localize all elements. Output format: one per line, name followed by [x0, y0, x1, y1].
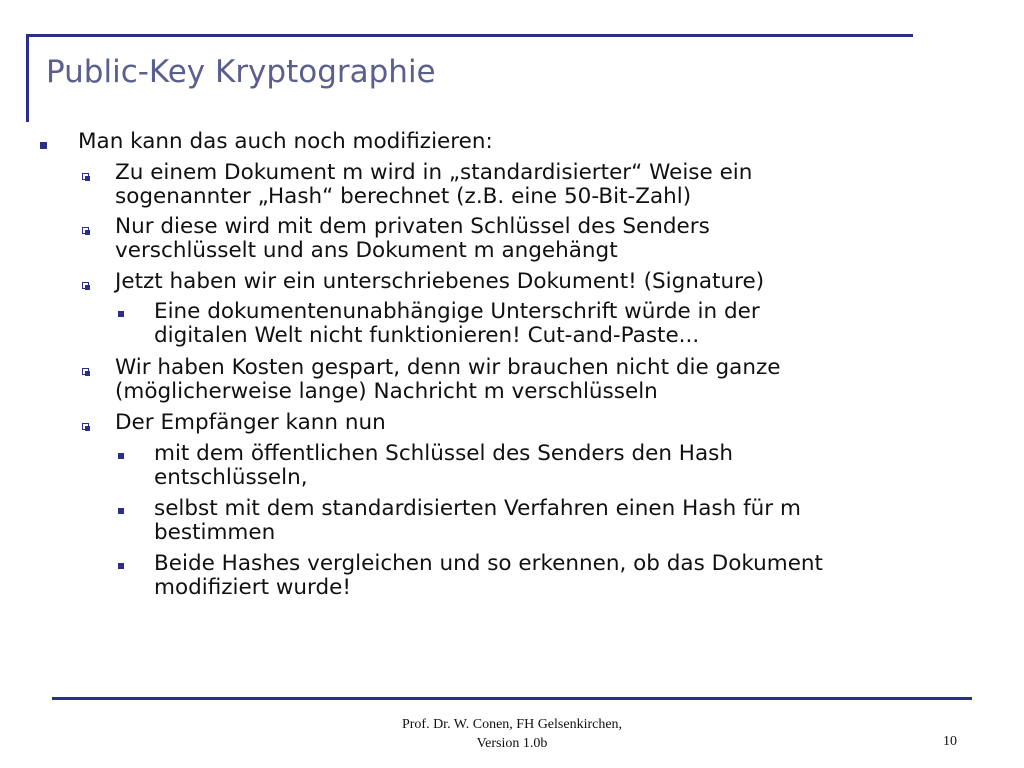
bullet-level2: [115, 215, 710, 263]
bullet-line: bestimmen: [154, 520, 276, 545]
bullet-line: Zu einem Dokument m wird in „standardisierter“ Weise ein: [115, 160, 753, 185]
hollow-square-bullet-icon: [82, 282, 89, 289]
square-bullet-icon: [40, 142, 47, 149]
bullet-line: Nur diese wird mit dem privaten Schlüssel des Senders: [115, 214, 710, 239]
slide-title: Public-Key Kryptographie: [46, 54, 436, 90]
footer-rule: [52, 697, 972, 700]
hollow-square-bullet-icon: [82, 227, 89, 234]
bullet-level2: [115, 161, 752, 209]
square-bullet-icon: [118, 453, 124, 459]
page-number: 10: [943, 734, 957, 749]
hollow-square-bullet-icon: [82, 423, 89, 430]
bullet-level3: [154, 442, 733, 490]
bullet-text: Man kann das auch noch modifizieren:: [78, 129, 493, 154]
bullet-text: Jetzt haben wir ein unterschriebenes Dokument! (Signature): [115, 269, 765, 294]
bullet-line: entschlüsseln,: [154, 465, 308, 490]
bullet-line: sogenannter „Hash“ berechnet (z.B. eine 50-Bit-Zahl): [115, 184, 692, 209]
bullet-level3: [154, 552, 823, 600]
bullet-line: (möglicherweise lange) Nachricht m verschlüsseln: [115, 379, 658, 404]
bullet-line: selbst mit dem standardisierten Verfahren einen Hash für m: [154, 496, 801, 521]
bullet-line: Wir haben Kosten gespart, denn wir brauchen nicht die ganze: [115, 355, 781, 380]
bullet-level2: [115, 356, 780, 404]
square-bullet-icon: [118, 311, 124, 317]
bullet-level2: [115, 411, 386, 435]
bullet-level1: [78, 130, 493, 154]
bullet-level3: [154, 497, 801, 545]
bullet-line: Eine dokumentenunabhängige Unterschrift würde in der: [154, 299, 760, 324]
square-bullet-icon: [118, 563, 124, 569]
bullet-line: verschlüsselt und ans Dokument m angehängt: [115, 238, 618, 263]
bullet-level3: [154, 300, 760, 348]
bullet-line: Beide Hashes vergleichen und so erkennen, ob das Dokument: [154, 551, 823, 576]
square-bullet-icon: [118, 508, 124, 514]
bullet-line: mit dem öffentlichen Schlüssel des Senders den Hash: [154, 441, 733, 466]
footer-credit: [0, 715, 1024, 753]
footer-version: Version 1.0b: [476, 736, 548, 751]
hollow-square-bullet-icon: [82, 368, 89, 375]
bullet-line: digitalen Welt nicht funktionieren! Cut-and-Paste...: [154, 323, 700, 348]
hollow-square-bullet-icon: [82, 173, 89, 180]
bullet-text: Der Empfänger kann nun: [115, 410, 386, 435]
footer-author: Prof. Dr. W. Conen, FH Gelsenkirchen,: [401, 717, 623, 732]
bullet-level2: [115, 270, 764, 294]
bullet-line: modifiziert wurde!: [154, 575, 352, 600]
